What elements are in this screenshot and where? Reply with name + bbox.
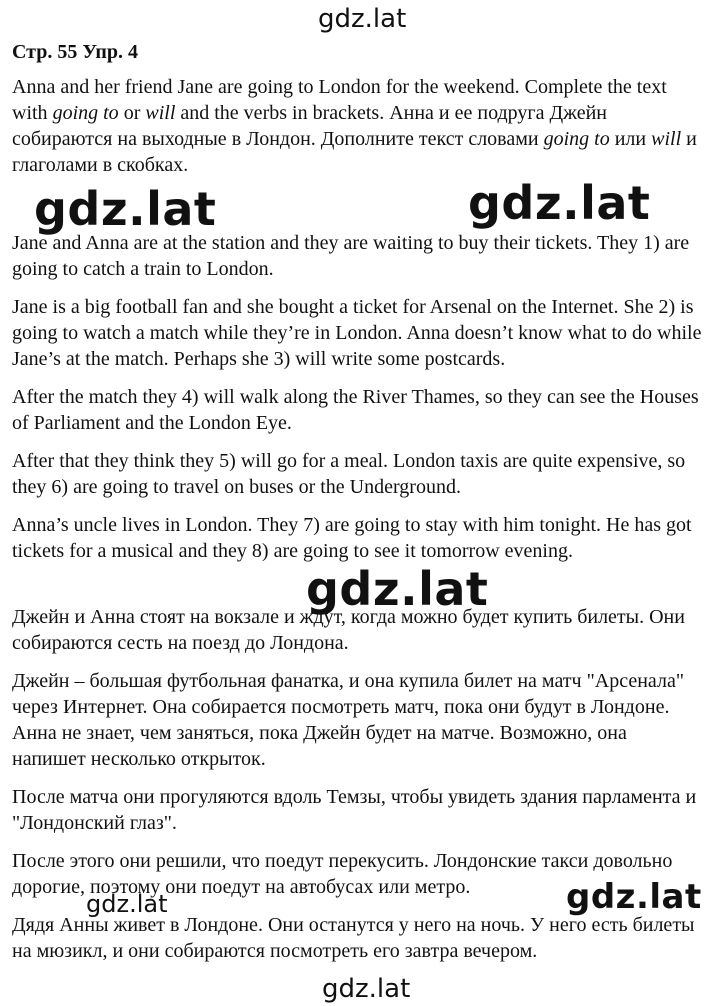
- russian-paragraph-1: Джейн и Анна стоят на вокзале и ждут, когда можно будет купить билеты. Они собираются сесть на поезд до Лондона.: [12, 606, 685, 654]
- task-or: or: [118, 102, 146, 124]
- watermark-bottom: gdz.lat: [322, 974, 411, 1004]
- english-paragraph-2: Jane is a big football fan and she bought a ticket for Arsenal on the Internet. She 2) is going to watch a match while they’re in London. Anna doesn’t know what to do while Jane’s at the match. Perhaps she 3) will write some postcards.: [12, 296, 702, 370]
- english-paragraph-5: Anna’s uncle lives in London. They 7) are going to stay with him tonight. He has got tickets for a musical and they 8) are going to see it tomorrow evening.: [12, 514, 692, 562]
- watermark-lower-right: gdz.lat: [566, 877, 702, 917]
- task-going-to: going to: [52, 102, 119, 124]
- english-paragraph-3: After the match they 4) will walk along the River Thames, so they can see the Houses of Parliament and the London Eye.: [12, 386, 699, 434]
- task-text-3: и глаголами в скобках.: [12, 128, 697, 176]
- task-instructions: [12, 74, 702, 178]
- watermark-big-left: gdz.lat: [34, 182, 217, 236]
- russian-paragraph-3: После матча они прогуляются вдоль Темзы, чтобы увидеть здания парламента и "Лондонский глаз".: [12, 786, 697, 834]
- task-text-1: Anna and her friend Jane are going to London for the weekend. Complete the text with: [12, 76, 667, 124]
- russian-paragraph-2: Джейн – большая футбольная фанатка, и она купила билет на матч "Арсенала" через Интернет. Она собирается посмотреть матч, пока они будут в Лондоне. Анна не знает, чем заняться, пока Джейн будет на матче. Возможно, она напишет несколько открыток.: [12, 670, 684, 770]
- task-will: will: [145, 102, 176, 124]
- watermark-top: gdz.lat: [318, 4, 407, 34]
- watermark-small-left: gdz.lat: [86, 890, 168, 918]
- task-ili: или: [609, 128, 652, 150]
- english-paragraph-4: After that they think they 5) will go for a meal. London taxis are quite expensive, so they 6) are going to travel on buses or the Underground.: [12, 450, 686, 498]
- task-going-to-2: going to: [543, 128, 610, 150]
- russian-paragraph-4: После этого они решили, что поедут перекусить. Лондонские такси довольно дорогие, поэтому они поедут на автобусах или метро.: [12, 850, 673, 898]
- english-paragraph-1: Jane and Anna are at the station and they are waiting to buy their tickets. They 1) are going to catch a train to London.: [12, 232, 690, 280]
- watermark-big-right: gdz.lat: [468, 176, 651, 230]
- watermark-big-center: gdz.lat: [306, 562, 489, 616]
- russian-paragraph-5: Дядя Анны живет в Лондоне. Они останутся у него на ночь. У него есть билеты на мюзикл, и они собираются посмотреть его завтра вечером.: [12, 914, 695, 962]
- page-heading: Стр. 55 Упр. 4: [12, 41, 139, 63]
- task-will-2: will: [651, 128, 682, 150]
- task-text-2: and the verbs in brackets. Анна и ее подруга Джейн собираются на выходные в Лондон. Дополните текст словами: [12, 102, 607, 150]
